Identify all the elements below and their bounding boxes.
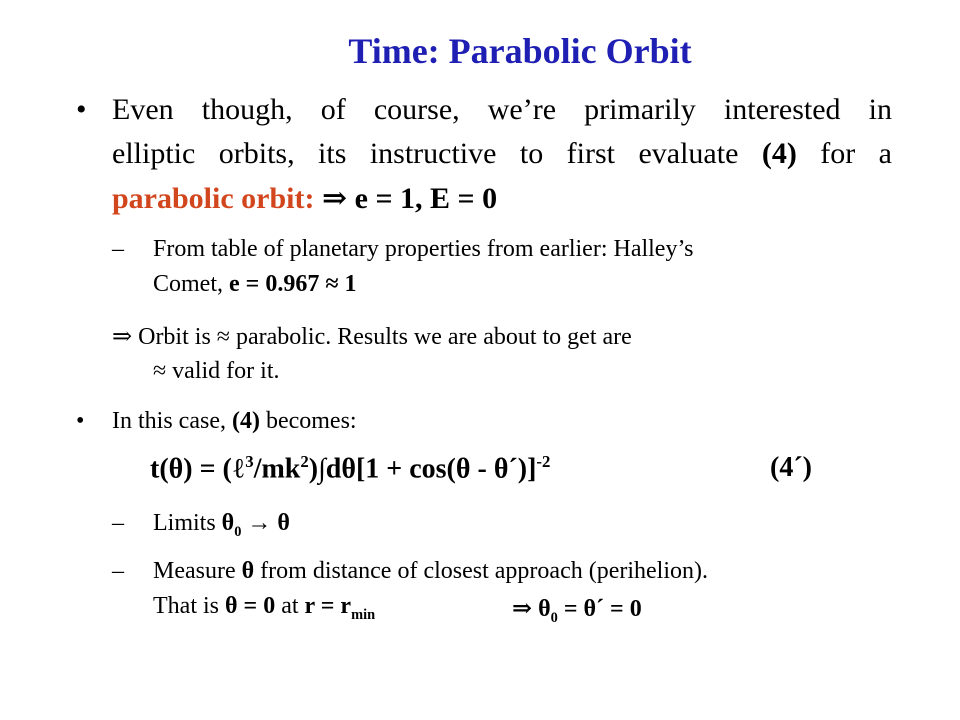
sub-4-that-is: That is xyxy=(153,593,225,619)
bullet-1-line-2 xyxy=(112,137,892,171)
slide-title: Time: Parabolic Orbit xyxy=(348,31,692,71)
sub-1-line-2 xyxy=(153,271,357,298)
bullet-2-line xyxy=(112,408,357,435)
sub-4-line-2 xyxy=(153,593,375,624)
theta-symbol: θ xyxy=(221,510,235,536)
bullet-1-text-2a: elliptic orbits, its instructive to first evaluate xyxy=(112,137,762,170)
sub-1-text-2a: Comet, xyxy=(153,271,229,297)
r-equals-rmin: r = r xyxy=(304,593,352,619)
sub-4-text-c: from distance of closest approach (perihelion). xyxy=(254,558,709,584)
min-subscript: min xyxy=(351,606,376,623)
theta-zero: θ = 0 xyxy=(225,593,276,619)
equation-ref-4: (4) xyxy=(231,408,260,434)
eq-part-1: t(θ) = ( xyxy=(150,453,232,485)
limits-label: Limits xyxy=(153,510,222,536)
sub-2-line-1: ⇒ Orbit is ≈ parabolic. Results we are about to get are xyxy=(112,324,632,350)
sub-1-line-1: From table of planetary properties from earlier: Halley’s xyxy=(153,236,694,262)
time-integral-equation xyxy=(150,452,550,485)
equation-label: (4´) xyxy=(770,452,812,483)
bullet-1-text-1: Even though, of course, we’re primarily interested in xyxy=(112,93,892,126)
theta-0-subscript: 0 xyxy=(550,609,558,626)
limits-line xyxy=(153,510,290,541)
sub-4-at: at xyxy=(275,593,305,619)
dash-marker: – xyxy=(112,510,124,536)
implies-theta: ⇒ θ xyxy=(512,596,551,622)
eq-ell: ℓ xyxy=(231,453,246,485)
theta-subscript: 0 xyxy=(234,523,242,540)
eq-exp-minus-2: -2 xyxy=(536,452,551,471)
eq-exp-3: 3 xyxy=(245,452,254,471)
eq-exp-2: 2 xyxy=(300,452,309,471)
bullet-1-line-3 xyxy=(112,181,497,216)
theta-symbol: θ xyxy=(241,558,255,584)
theta0-result xyxy=(512,593,642,627)
parabolic-orbit-label: parabolic orbit: xyxy=(112,182,315,215)
parabolic-conditions: ⇒ e = 1, E = 0 xyxy=(314,182,498,215)
bullet-1-line-1 xyxy=(112,93,892,127)
eq-part-4: /mk xyxy=(253,453,301,485)
dash-marker: – xyxy=(112,558,124,584)
eq-integrand: )∫dθ[1 + cos(θ - θ´)] xyxy=(308,453,537,485)
bullet-marker: • xyxy=(76,408,85,434)
sub-4-line-1 xyxy=(153,558,708,585)
limits-to-theta: → θ xyxy=(241,510,290,536)
bullet-2-text-c: becomes: xyxy=(259,408,357,434)
theta-0-value: = θ´ = 0 xyxy=(557,596,642,622)
bullet-1-text-2c: for a xyxy=(796,137,892,170)
dash-marker: – xyxy=(112,236,124,262)
sub-4-text-a: Measure xyxy=(153,558,242,584)
sub-2-line-2: ≈ valid for it. xyxy=(153,358,280,384)
equation-ref-4: (4) xyxy=(761,137,797,170)
bullet-2-text-a: In this case, xyxy=(112,408,232,434)
bullet-marker: • xyxy=(76,93,87,126)
halley-eccentricity: e = 0.967 ≈ 1 xyxy=(229,271,357,297)
bullet-1-text-2 xyxy=(112,137,892,171)
